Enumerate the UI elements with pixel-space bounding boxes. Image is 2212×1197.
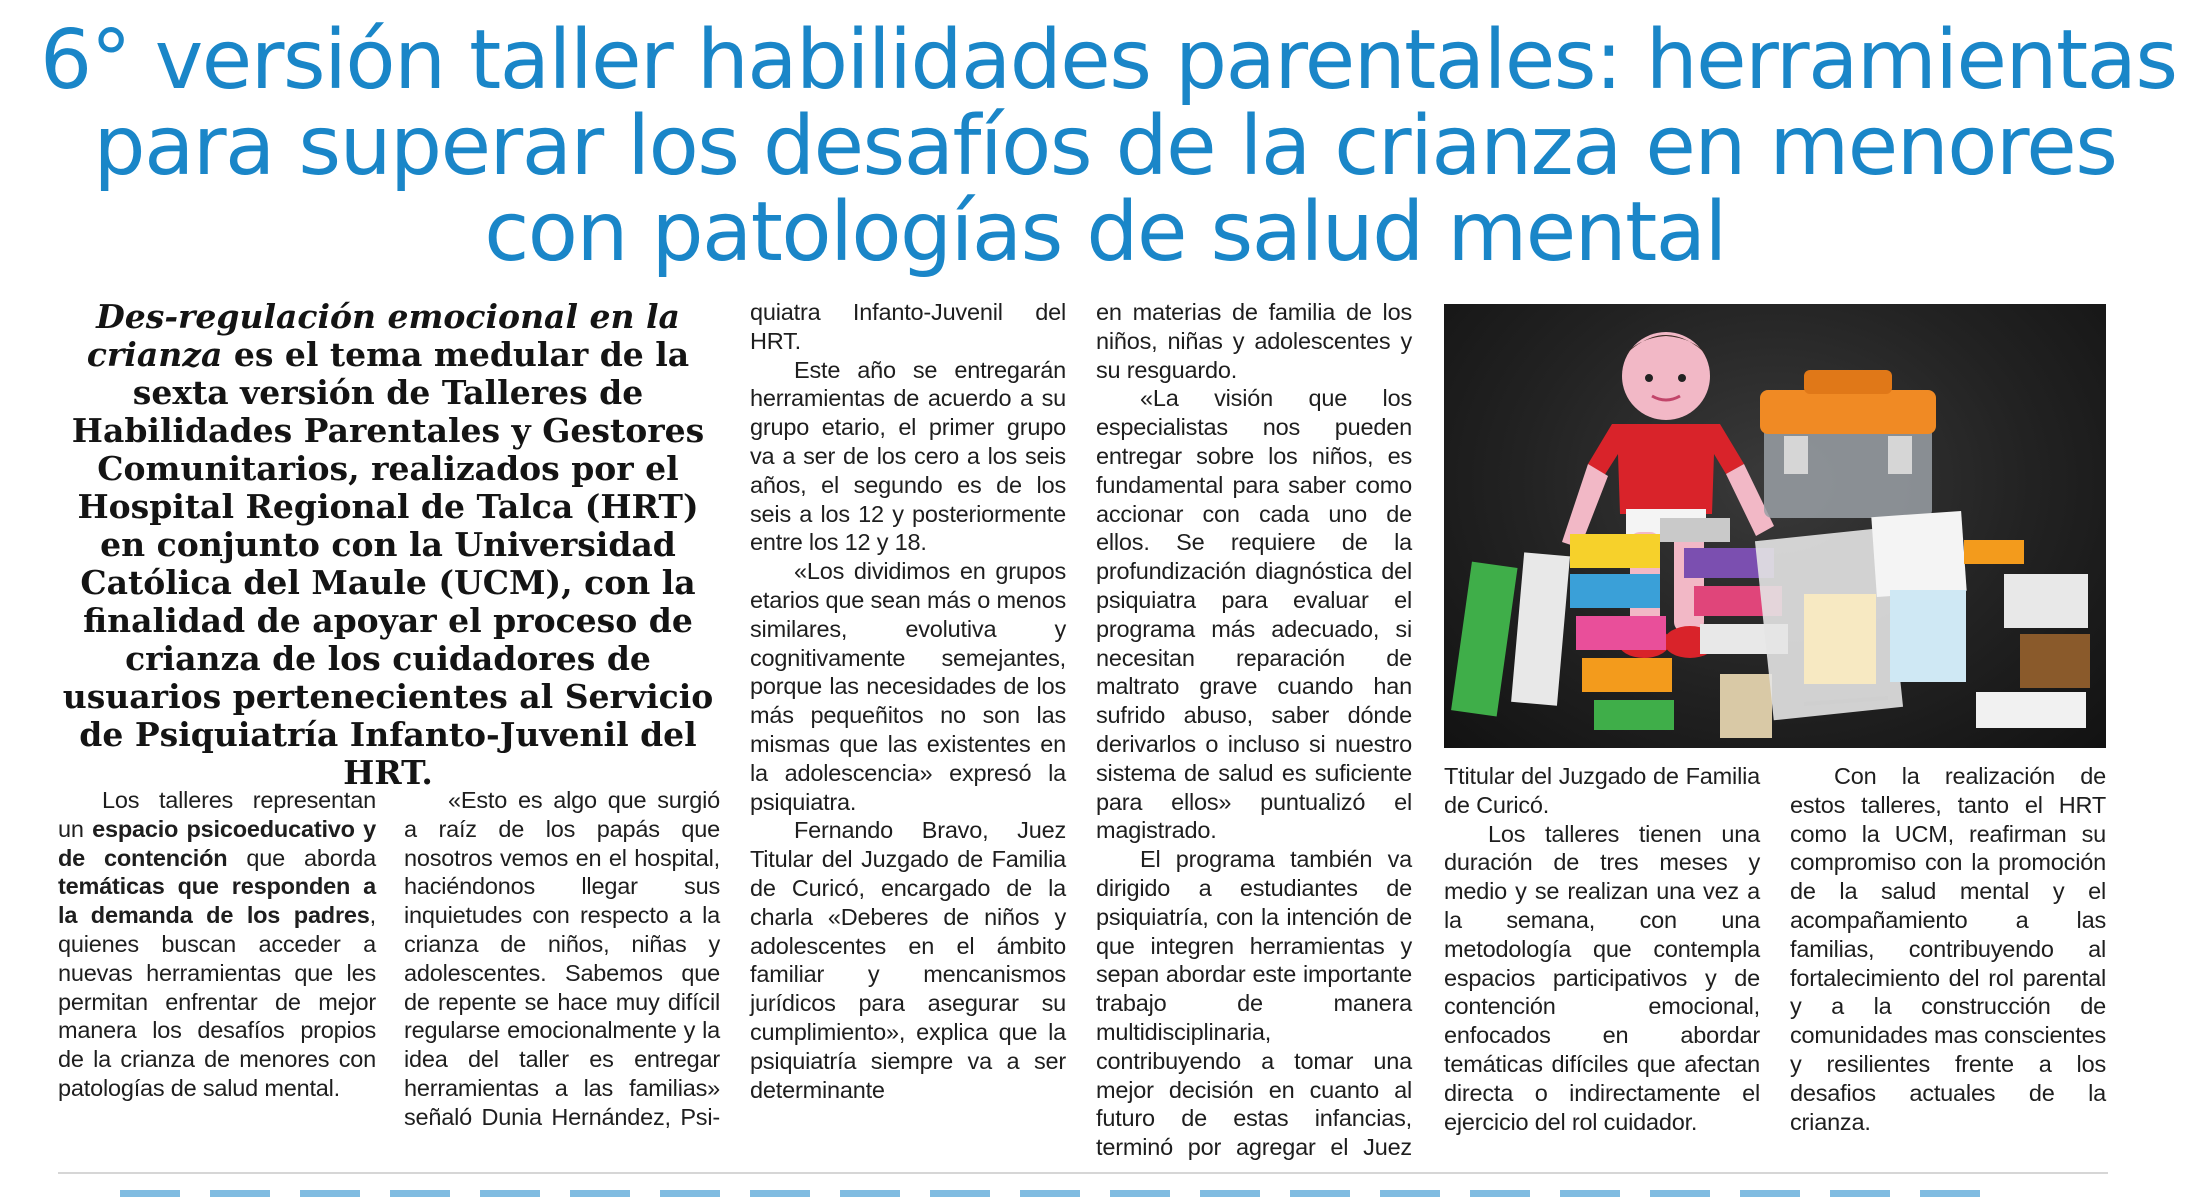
col1-bold-2: temáticas que responden a la demanda de los padres [58, 873, 376, 929]
column-5 [1444, 762, 1760, 1136]
column-2 [404, 786, 720, 1132]
toolbox-icon [1760, 370, 1936, 518]
cards-icon [1451, 511, 2090, 738]
headline-line-1: 6° versión taller habilidades parentales: herramientas [40, 13, 2177, 108]
headline-line-3: con patologías de salud mental [484, 185, 1726, 280]
col3-paragraph-2: «Los dividimos en grupos etarios que sean más o menos similares, evolutiva y cognitivamente semejantes, porque las necesidades de los más pequeñitos no son las mismas que las existentes en la adolescencia» expresó la psiquiatra. [750, 558, 1066, 815]
col5-paragraph-0: Ttitular del Juzgado de Familia de Curicó. [1444, 763, 1760, 818]
col2-paragraph-1: «Esto es algo que surgió a raíz de los papás que nosotros vemos en el hospital, haciéndonos llegar sus inquietudes con respecto a la crianza de niños, niñas y adolescentes. Sabemos que de repente se hace muy difícil regularse emocionalmente y la idea del taller es entregar herramientas a las familias» señaló Dunia Hernández, Psi- [404, 787, 720, 1130]
photo-illustration [1444, 304, 2106, 748]
col3-paragraph-0: quiatra Infanto-Juvenil del HRT. [750, 299, 1066, 354]
col4-paragraph-1: «La visión que los especialistas nos pueden entregar sobre los niños, es fundamental para saber como accionar con cada uno de ellos. Se requiere de la profundización diagnóstica del psiquiatra para evaluar el programa más adecuado, si necesitan reparación de maltrato grave cuando han sufrido abuso, saber dónde derivarlos o incluso si nuestro sistema de salud es suficiente para ellos» puntualizó el magistrado. [1096, 385, 1412, 844]
col4-paragraph-2: El programa también va dirigido a estudiantes de psiquiatría, con la intención de que integren herramientas y sepan abordar este importante trabajo de manera multidisciplinaria, contribuyendo a tomar una mejor decisión en cuanto al futuro de estas infancias, terminó por agregar el Juez [1096, 846, 1412, 1161]
column-4 [1096, 298, 1412, 1162]
bottom-divider [58, 1172, 2108, 1174]
col3-paragraph-3: Fernando Bravo, Juez Titular del Juzgado de Familia de Curicó, encargado de la charla «Deberes de niños y adolescentes en el ámbito familiar y mencanismos jurídicos para asegurar su cumplimiento», explica que la psiquiatría siempre va a ser determinante [750, 817, 1066, 1103]
col6-paragraph-1: Con la realización de estos talleres, tanto el HRT como la UCM, reafirman su compromiso con la promoción de la salud mental y el acompañamiento a las familias, contribuyendo al fortalecimiento del rol parental y a la construcción de comunidades mas conscientes y resilientes frente a los desafios actuales de la crianza. [1790, 763, 2106, 1135]
workshop-materials-photo [1444, 304, 2106, 748]
column-3 [750, 298, 1066, 1104]
col1-paragraph: Los talleres representan un espacio psicoeducativo y de contención que aborda temáticas que responden a la demanda de los padres, quienes buscan acceder a nuevas herramientas que les permitan enfrentar de mejor manera los desafíos propios de la crianza de menores con patologías de salud mental. [58, 787, 376, 1101]
col4-paragraph-0: en materias de familia de los niños, niñas y adolescentes y su resguardo. [1096, 299, 1412, 383]
col3-paragraph-1: Este año se entregarán herramientas de acuerdo a su grupo etario, el primer grupo va a ser de los cero a los seis años, el segundo es de los seis a los 12 y posteriormente entre los 12 y 18. [750, 356, 1066, 556]
next-headline-cutoff [120, 1190, 2000, 1197]
column-1 [58, 786, 376, 1103]
headline [40, 13, 2177, 280]
lead-rest: es el tema medular de la sexta versión de Talleres de Habilidades Parentales y Gestores Comunitarios, realizados por el Hospital Regional de Talca (HRT) en conjunto con la Universidad Católica del Maule (UCM), con la finalidad de apoyar el proceso de crianza de los cuidadores de usuarios pertenecientes al Servicio de Psiquiatría Infanto-Juvenil del HRT. [62, 335, 714, 792]
column-6 [1790, 762, 2106, 1136]
lead-paragraph [58, 298, 718, 792]
headline-line-2: para superar los desafíos de la crianza en menores [93, 99, 2117, 194]
lead-italic: Des-regulación emocional en la crianza [86, 297, 680, 374]
col1-bold-1: espacio psicoeducativo y de contención [58, 815, 376, 871]
col5-paragraph-1: Los talleres tienen una duración de tres meses y medio y se realizan una vez a la semana, con una metodología que contempla espacios participativos y de contención emocional, enfocados en abordar temáticas difíciles que afectan directa o indirectamente el ejercicio del rol cuidador. [1444, 820, 1760, 1135]
